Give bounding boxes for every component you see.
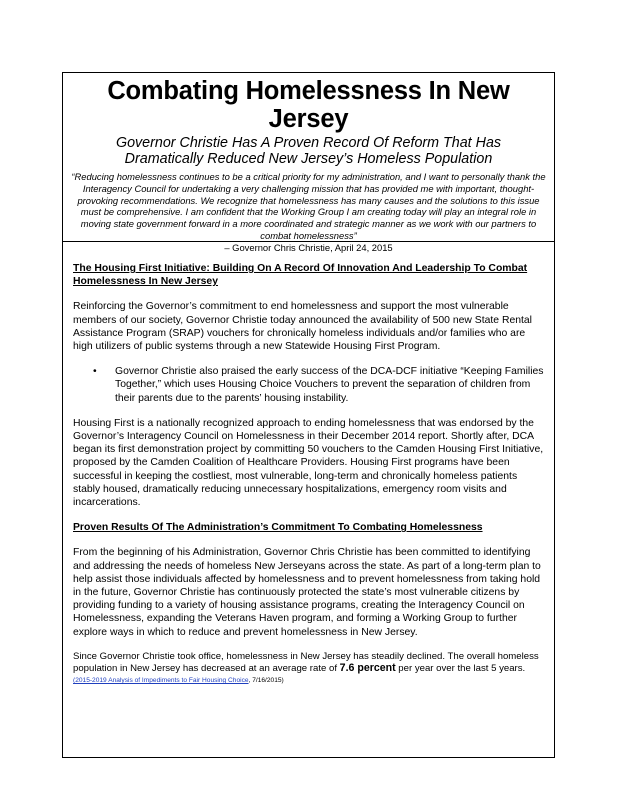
page-subtitle: Governor Christie Has A Proven Record Of Reform That Has Dramatically Reduced New Jersey’s Homeless Population [115, 135, 502, 167]
paragraph-administration-commitment: From the beginning of his Administration, Governor Chris Christie has been committed to identifying and addressing the needs of homeless New Jerseyans across the state. As part of a long-term plan to help assist those individuals affected by homelessness and to prevent homelessness from taking hold in the future, Governor Christie has continuously protected the state’s most vulnerable citizens by providing funding to a variety of housing assistance programs, creating the Interagency Council on Homelessness, expanding the Veterans Haven program, and forming a Working Group to further explore ways in which to reduce and prevent homelessness in New Jersey. [73, 547, 541, 638]
section-heading-proven-results: Proven Results Of The Administration’s Commitment To Combating Homelessness [73, 522, 483, 534]
bullet-list [73, 365, 544, 405]
decline-text-before: Since Governor Christie took office, homelessness in New Jersey has steadily declined. The overall homeless population in New Jersey has decreased at an average rate of [73, 650, 539, 674]
list-item [73, 365, 544, 405]
bullet-text: Governor Christie also praised the early success of the DCA-DCF initiative “Keeping Families Together,” which uses Housing Choice Vouchers to prevent the separation of children from their parents due to the parents’ housing instability. [115, 366, 544, 404]
page-title: Combating Homelessness In New Jersey [107, 77, 510, 133]
section-heading-housing-first: The Housing First Initiative: Building On A Record Of Innovation And Leadership To Combat Homelessness In New Jersey [73, 263, 528, 288]
source-date: , 7/16/2015) [248, 677, 284, 685]
document-header [63, 73, 554, 253]
governor-quote: “Reducing homelessness continues to be a critical priority for my administration, and I want to personally thank the Interagency Council for undertaking a very challenging mission that has provided me with important, thought-provoking recommendations. We recognize that homelessness has many causes and the solutions to this issue must be comprehensive. I am confident that the Working Group I am creating today will play an integral role in moving state government forward in a more coordinated and strategic manner as we work with our partners to combat homelessness” [71, 171, 546, 241]
quote-attribution: – Governor Chris Christie, April 24, 2015 [224, 241, 393, 253]
source-link[interactable]: (2015-2019 Analysis of Impediments to Fair Housing Choice [73, 677, 249, 685]
paragraph-srap-announcement: Reinforcing the Governor’s commitment to end homelessness and support the most vulnerable members of our society, Governor Christie today announced the availability of 500 new State Rental Assistance Program (SRAP) vouchers for chronically homeless individuals and/or families who are high utilizers of public systems through a new Statewide Housing First Program. [73, 301, 532, 353]
paragraph-housing-first: Housing First is a nationally recognized approach to ending homelessness that was endorsed by the Governor’s Interagency Council on Homelessness in their December 2014 report. Shortly after, DCA began its first demonstration project by committing 50 vouchers to the Camden Housing First Initiative, proposed by the Camden Coalition of Healthcare Providers. Housing First programs have been successful in keeping the costliest, most vulnerable, long-term and chronically homeless patients stably housed, dramatically reducing unnecessary hospitalizations, emergency room visits and incarcerations. [73, 417, 544, 509]
decline-text-after: per year over the last 5 years. [395, 662, 526, 674]
document-body [63, 242, 554, 687]
bullet-icon: • [93, 366, 97, 378]
document-frame [62, 72, 555, 758]
paragraph-homelessness-decline [73, 651, 544, 687]
decline-rate: 7.6 percent [339, 661, 396, 674]
